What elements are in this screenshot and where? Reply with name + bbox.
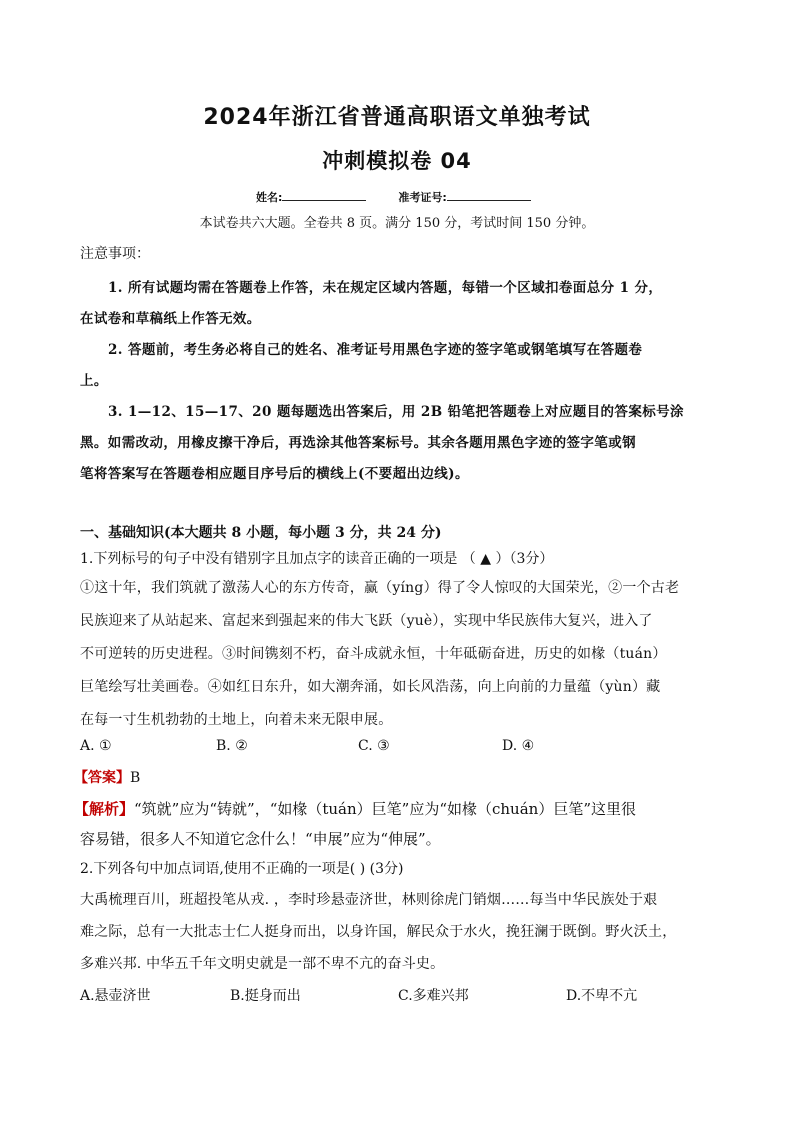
section-1-heading: 一、基础知识(本大题共 8 小题，每小题 3 分，共 24 分) [80,525,442,541]
notice-item-3-line-2: 黑。如需改动，用橡皮擦干净后，再选涂其他答案标号。其余各题用黑色字迹的签字笔或钢 [80,435,636,451]
question-2-stem: 2.下列各句中加点词语,使用不正确的一项是( ) (3分) [80,861,404,877]
question-1-text-line-1: ①这十年，我们筑就了激荡人心的东方传奇，赢（yíng）得了令人惊叹的大国荣光，②一个古老 [80,580,680,596]
question-2-text-line-1: 大禹梳理百川，班超投笔从戎. ，李时珍悬壶济世，林则徐虎门销烟……每当中华民族处于艰 [80,892,658,908]
analysis-tag: 【解析】 [74,800,135,818]
exam-id-blank [447,190,531,201]
exam-id-label: 准考证号: [398,191,447,204]
candidate-fields [256,189,563,205]
question-1-option-d: D. ④ [502,738,535,754]
answer-tag: 【答案】 [74,770,130,786]
notice-item-3-line-1: 3. 1—12、15—17、20 题每题选出答案后，用 2B 铅笔把答题卷上对应题目的答案标号涂 [108,404,684,420]
question-1-option-a: A. ① [80,738,112,754]
exam-subtitle: 冲刺模拟卷 04 [322,149,472,173]
exam-title: 2024年浙江省普通高职语文单独考试 [203,105,591,130]
notice-heading: 注意事项： [80,246,150,262]
question-2-option-c: C.多难兴邦 [398,988,469,1004]
question-2-option-b: B.挺身而出 [230,988,301,1004]
notice-item-1-line-2: 在试卷和草稿纸上作答无效。 [80,311,261,327]
notice-item-3-line-3: 笔将答案写在答题卷相应题目序号后的横线上(不要超出边线)。 [80,466,469,482]
analysis-text: “筑就”应为“铸就”，“如椽（tuán）巨笔”应为“如椽（chuán）巨笔”这里很 [134,800,636,818]
question-2-text-line-2: 难之际，总有一大批志士仁人挺身而出，以身许国，解民众于水火，挽狂澜于既倒。野火沃土， [80,924,677,940]
notice-item-1-line-1: 1. 所有试题均需在答题卷上作答，未在规定区域内答题，每错一个区域扣卷面总分 1 分， [108,280,663,296]
name-blank [282,190,366,201]
question-1-text-line-4: 巨笔绘写壮美画卷。④如红日东升，如大潮奔涌，如长风浩荡，向上向前的力量蕴（yùn）藏 [80,679,661,695]
question-1-stem: 1.下列标号的句子中没有错别字且加点字的读音正确的一项是 （ ▲ ）（3分） [80,551,554,567]
question-1-text-line-5: 在每一寸生机勃勃的土地上，向着未来无限申展。 [80,712,393,728]
question-1-text-line-3: 不可逆转的历史进程。③时间镌刻不朽，奋斗成就永恒，十年砥砺奋进，历史的如椽（tuán） [80,646,667,662]
question-1-analysis-line-1 [74,798,636,819]
question-1-answer [74,767,140,787]
notice-item-2-line-1: 2. 答题前，考生务必将自己的姓名、准考证号用黑色字迹的签字笔或钢笔填写在答题卷 [108,342,643,358]
exam-summary: 本试卷共六大题。全卷共 8 页。满分 150 分，考试时间 150 分钟。 [199,216,595,231]
question-1-option-b: B. ② [216,738,248,754]
question-1-option-c: C. ③ [358,738,390,754]
question-2-option-d: D.不卑不亢 [566,988,638,1004]
answer-value: B [130,770,141,786]
question-1-analysis-line-2: 容易错，很多人不知道它念什么！“申展”应为“伸展”。 [80,830,441,848]
name-label: 姓名: [256,191,283,204]
question-2-text-line-3: 多难兴邦. 中华五千年文明史就是一部不卑不亢的奋斗史。 [80,956,445,972]
notice-item-2-line-2: 上。 [80,373,108,389]
question-1-text-line-2: 民族迎来了从站起来、富起来到强起来的伟大飞跃（yuè），实现中华民族伟大复兴，进入了 [80,613,653,629]
question-2-option-a: A.悬壶济世 [80,988,151,1004]
